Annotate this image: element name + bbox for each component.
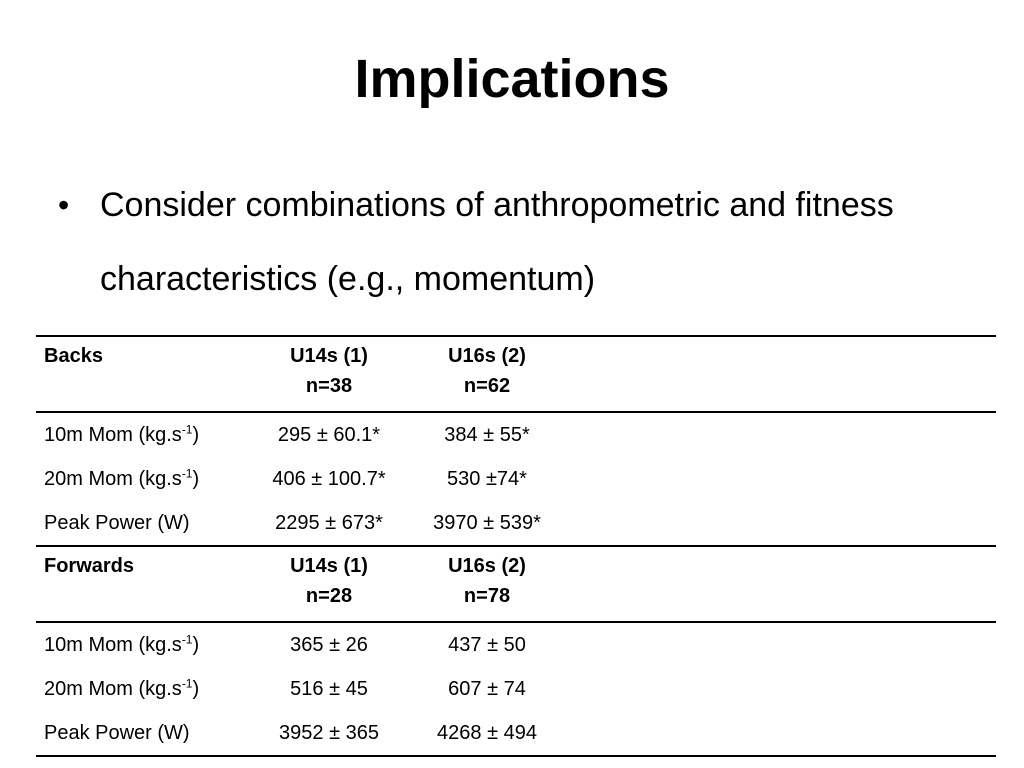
cell-u14: 295 ± 60.1* xyxy=(277,423,381,446)
header-u14 xyxy=(250,336,408,412)
table-row xyxy=(36,412,996,457)
cell-u14: 3952 ± 365 xyxy=(250,711,408,756)
header-u14-name: U14s (1) xyxy=(290,555,368,577)
table-row xyxy=(36,622,996,667)
table-header-backs xyxy=(36,336,996,412)
cell-u14: 406 ± 100.7* xyxy=(272,467,386,490)
row-label: 20m Mom $(kg.s^{-1})$ xyxy=(44,465,200,490)
header-u16 xyxy=(408,546,566,622)
header-u16 xyxy=(408,336,566,412)
header-u16-name: U16s (2) xyxy=(448,555,526,577)
header-u14 xyxy=(250,546,408,622)
bullet-dot-icon: • xyxy=(58,187,70,223)
row-label: Peak Power (W) xyxy=(44,511,190,534)
header-label: Forwards xyxy=(36,546,250,622)
header-u14-n: n=28 xyxy=(305,585,353,607)
row-label: 20m Mom $(kg.s^{-1})$ xyxy=(44,675,200,700)
row-label: 10m Mom $(kg.s^{-1})$ xyxy=(44,421,200,446)
cell-u16: 384 ± 55* xyxy=(444,423,530,446)
table-row xyxy=(36,667,996,711)
cell-u16: 530 ±74* xyxy=(447,467,527,490)
header-u14-name: U14s (1) xyxy=(290,345,368,367)
row-label: Peak Power (W) xyxy=(36,711,250,756)
cell-u16: 607 ± 74 xyxy=(448,677,526,700)
slide-title: Implications xyxy=(354,49,670,109)
header-u14-n: n=38 xyxy=(305,375,353,397)
table-row xyxy=(36,711,996,756)
header-empty xyxy=(566,336,996,412)
cell-u14: 516 ± 45 xyxy=(290,677,368,700)
table-row xyxy=(36,501,996,546)
table-row xyxy=(36,457,996,501)
momentum-table xyxy=(36,335,996,757)
row-label: 10m Mom $(kg.s^{-1})$ xyxy=(44,631,200,656)
table-header-forwards xyxy=(36,546,996,622)
cell-u16: 437 ± 50 xyxy=(448,633,526,656)
bullet-text: Consider combinations of anthropometric and fitness characteristics (e.g., momentum) xyxy=(100,186,894,298)
header-u16-n: n=62 xyxy=(463,375,511,397)
header-empty xyxy=(566,546,996,622)
header-label: Backs xyxy=(36,336,250,412)
cell-u16: 3970 ± 539* xyxy=(433,511,541,534)
header-u16-n: n=78 xyxy=(463,585,511,607)
cell-u14: 2295 ± 673* xyxy=(275,511,383,534)
header-u16-name: U16s (2) xyxy=(448,345,526,367)
cell-u16: 4268 ± 494 xyxy=(408,711,566,756)
cell-u14: 365 ± 26 xyxy=(290,633,368,656)
